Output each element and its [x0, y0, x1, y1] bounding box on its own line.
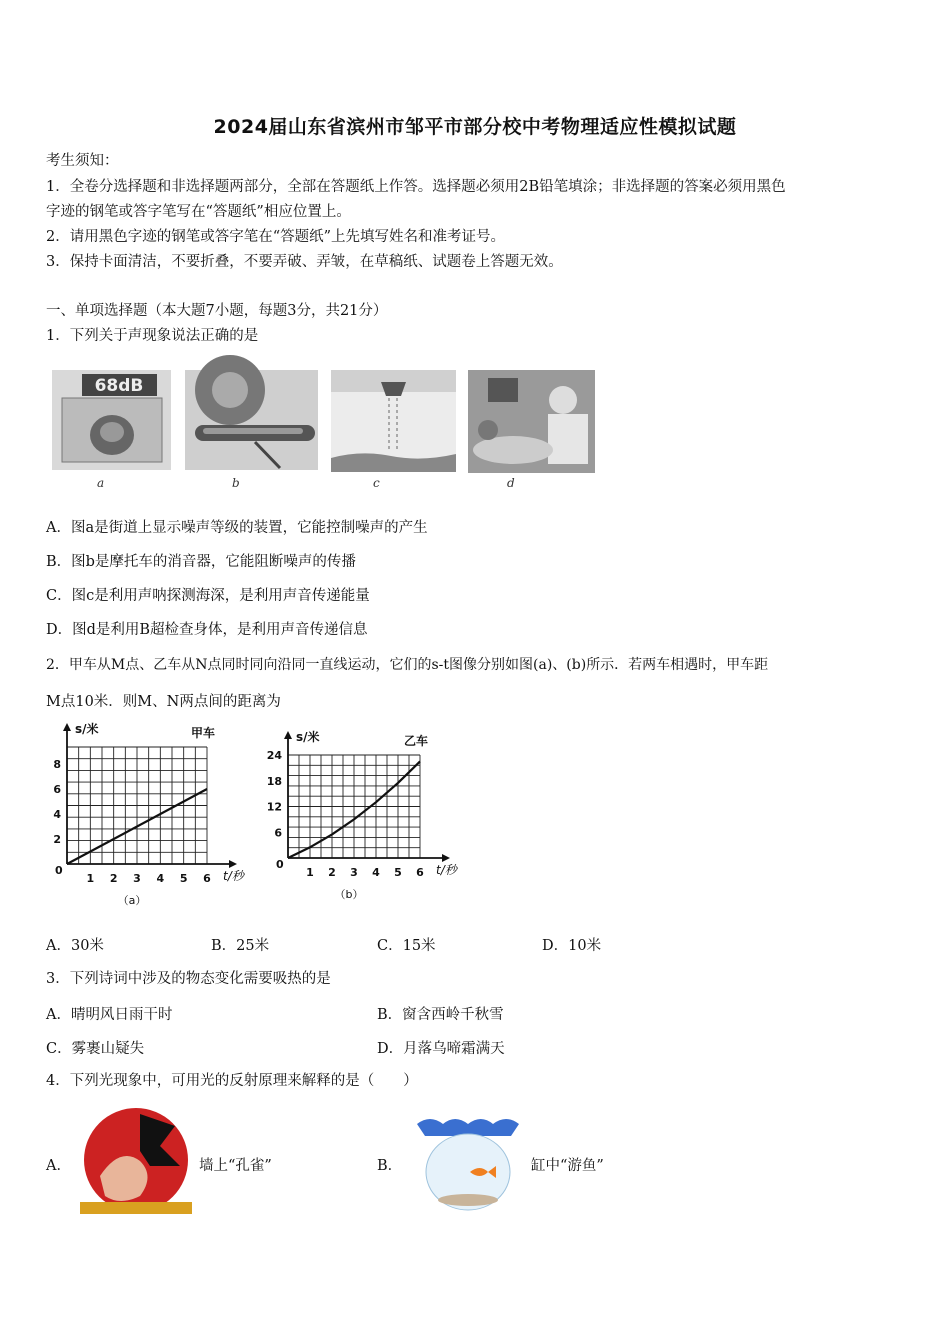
q1-option-c: C．图c是利用声呐探测海深，是利用声音传递能量 [46, 588, 370, 604]
q1-option-b: B．图b是摩托车的消音器，它能阻断噪声的传播 [46, 554, 356, 570]
hand-shadow-image [80, 1106, 192, 1214]
y-axis-arrow [284, 731, 292, 739]
x-tick-label: 3 [350, 866, 358, 879]
y-axis-arrow [63, 723, 71, 731]
q2-option-c: C．15米 [377, 938, 436, 954]
x-tick-label: 1 [86, 872, 95, 885]
chart-title: 甲车 [191, 726, 216, 740]
q4-option-a-letter: A． [46, 1158, 71, 1174]
x-tick-label: 2 [109, 872, 118, 885]
x-tick-label: 1 [306, 866, 314, 879]
x-tick-label: 6 [203, 872, 211, 885]
q2-option-b: B．25米 [211, 938, 270, 954]
x-axis-arrow [229, 860, 237, 868]
ultrasound-image [468, 370, 595, 473]
sonar-image [331, 370, 456, 472]
fishbowl-image [415, 1114, 521, 1214]
q3-option-d: D．月落乌啼霜满天 [377, 1041, 505, 1057]
caption-d: d [507, 476, 515, 490]
notice-item: 2．请用黑色字迹的钢笔或答字笔在“答题纸”上先填写姓名和准考证号。 [46, 229, 506, 245]
notice-item: 3．保持卡面清洁，不要折叠，不要弄破、弄皱，在草稿纸、试题卷上答题无效。 [46, 254, 563, 270]
q4-option-b-letter: B． [377, 1158, 403, 1174]
x-tick-label: 5 [394, 866, 402, 879]
x-axis-label: t/秒 [436, 863, 457, 877]
question-3-stem: 3．下列诗词中涉及的物态变化需要吸热的是 [46, 971, 331, 987]
y-tick-label: 6 [53, 783, 61, 796]
y-tick-label: 18 [266, 774, 282, 788]
q3-option-c: C．雾裹山疑失 [46, 1041, 145, 1057]
q1-option-d: D．图d是利用B超检查身体，是利用声音传递信息 [46, 622, 368, 638]
q2-option-a: A．30米 [46, 938, 104, 954]
q3-option-b: B．窗含西岭千秋雪 [377, 1007, 504, 1023]
section-heading: 一、单项选择题（本大题7小题，每题3分，共21分） [46, 303, 388, 319]
y-tick-label: 4 [53, 808, 61, 821]
q3-option-a: A．晴明风日雨干时 [46, 1007, 173, 1023]
question-2-stem: 2．甲车从M点、乙车从N点同时同向沿同一直线运动，它们的s-t图像分别如图(a)、(b)所示．若两车相遇时，甲车距 [46, 657, 769, 673]
question-2-stem-cont: M点10米．则M、N两点间的距离为 [46, 694, 281, 710]
motorcycle-muffler-image [185, 370, 318, 470]
chart-title: 乙车 [404, 734, 429, 748]
x-tick-label: 4 [372, 866, 380, 879]
y-tick-label: 6 [274, 826, 282, 840]
origin-label: 0 [55, 864, 63, 877]
q4-option-a-text: 墙上“孔雀” [199, 1158, 272, 1174]
y-axis-label: s/米 [296, 730, 320, 744]
question-1-stem: 1．下列关于声现象说法正确的是 [46, 328, 259, 344]
x-axis-label: t/秒 [223, 869, 244, 883]
page-title: 2024届山东省滨州市邹平市部分校中考物理适应性模拟试题 [213, 116, 737, 138]
chart-yi [260, 725, 475, 915]
caption-b: b [232, 476, 240, 490]
x-tick-label: 5 [179, 872, 188, 885]
x-tick-label: 3 [133, 872, 141, 885]
q1-option-a: A．图a是街道上显示噪声等级的装置，它能控制噪声的产生 [46, 520, 428, 536]
notice-item: 字迹的钢笔或答字笔写在“答题纸”相应位置上。 [46, 204, 351, 220]
x-tick-label: 6 [416, 866, 424, 879]
caption-a: a [97, 476, 105, 490]
q4-option-b-text: 缸中“游鱼” [531, 1158, 604, 1174]
caption-c: c [373, 476, 380, 490]
y-axis-label: s/米 [75, 722, 99, 736]
chart-caption: （a） [117, 894, 147, 907]
x-tick-label: 2 [328, 866, 336, 879]
notice-item: 1．全卷分选择题和非选择题两部分，全部在答题纸上作答。选择题必须用2B铅笔填涂；非选择题的答案必须用黑色 [46, 179, 786, 195]
chart-caption: （b） [334, 888, 364, 901]
chart-jia [45, 722, 260, 915]
x-tick-label: 4 [156, 872, 165, 885]
question-4-stem: 4．下列光现象中，可用光的反射原理来解释的是（ ） [46, 1073, 418, 1089]
x-axis-arrow [442, 854, 450, 862]
noise-meter-image [52, 370, 171, 470]
decibel-readout: 68dB [94, 376, 144, 396]
y-tick-label: 8 [53, 758, 61, 771]
y-tick-label: 12 [266, 800, 282, 814]
origin-label: 0 [276, 858, 284, 871]
q2-option-d: D．10米 [542, 938, 602, 954]
y-tick-label: 24 [266, 749, 282, 762]
y-tick-label: 2 [53, 833, 61, 846]
notice-heading: 考生须知： [46, 153, 119, 169]
